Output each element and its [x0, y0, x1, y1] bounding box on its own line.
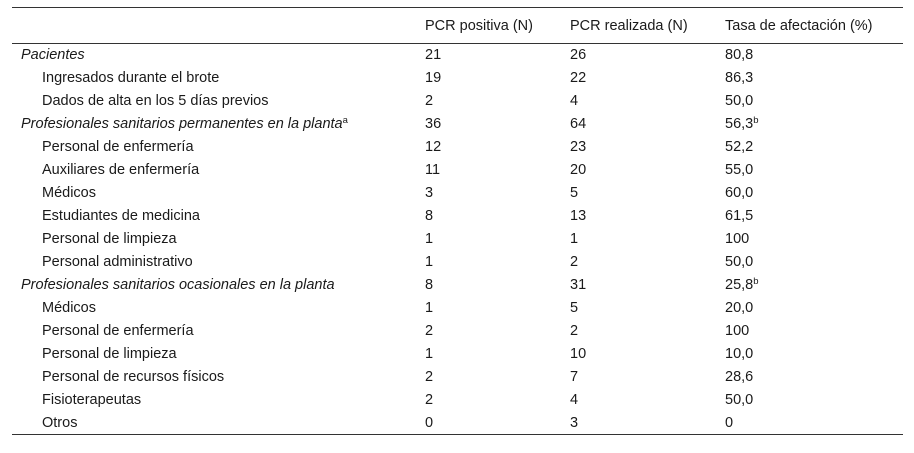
affection-rate-cell	[715, 343, 903, 366]
pcr-results-table	[12, 7, 903, 435]
subgroup-label-cell	[12, 159, 415, 182]
pcr-performed-cell-value: 2	[570, 323, 579, 339]
row-label: Personal de enfermería	[42, 139, 194, 155]
affection-rate-cell-value: 10,0	[725, 346, 754, 362]
pcr-positive-cell	[415, 412, 560, 435]
affection-rate-cell-value: 80,8	[725, 47, 754, 64]
pcr-performed-cell	[560, 412, 715, 435]
pcr-positive-cell-value: 1	[425, 300, 434, 316]
pcr-performed-cell	[560, 67, 715, 90]
table-row	[12, 320, 903, 343]
row-label: Estudiantes de medicina	[42, 208, 200, 224]
footnote-marker: a	[342, 115, 348, 126]
affection-rate-cell	[715, 412, 903, 435]
pcr-performed-cell	[560, 159, 715, 182]
affection-rate-cell-value: 60,0	[725, 185, 754, 201]
subgroup-label-cell	[12, 90, 415, 113]
group-label-cell	[12, 113, 415, 136]
pcr-positive-cell	[415, 182, 560, 205]
pcr-positive-cell-value: 36	[425, 116, 442, 132]
row-label: Profesionales sanitarios ocasionales en la planta	[21, 277, 335, 293]
pcr-positive-cell	[415, 366, 560, 389]
affection-rate-cell	[715, 320, 903, 343]
pcr-positive-cell-value: 1	[425, 231, 434, 247]
pcr-positive-cell-value: 3	[425, 185, 434, 201]
pcr-positive-cell	[415, 228, 560, 251]
pcr-performed-cell-value: 22	[570, 70, 587, 86]
pcr-performed-cell-value: 64	[570, 116, 587, 132]
table-row	[12, 67, 903, 90]
affection-rate-cell	[715, 297, 903, 320]
pcr-positive-cell-value: 11	[425, 162, 441, 178]
table-row	[12, 228, 903, 251]
pcr-positive-cell-value: 12	[425, 139, 442, 155]
affection-rate-cell	[715, 182, 903, 205]
table-body	[12, 44, 903, 435]
affection-rate-cell-value: 50,0	[725, 392, 754, 408]
table-row	[12, 90, 903, 113]
pcr-performed-cell-value: 23	[570, 139, 587, 155]
affection-rate-cell	[715, 67, 903, 90]
pcr-performed-cell	[560, 90, 715, 113]
row-label: Médicos	[42, 300, 96, 316]
table-row	[12, 44, 903, 67]
pcr-positive-cell-value: 1	[425, 346, 434, 362]
subgroup-label-cell	[12, 366, 415, 389]
table-row	[12, 297, 903, 320]
row-label: Ingresados durante el brote	[42, 70, 220, 86]
subgroup-label-cell	[12, 343, 415, 366]
row-label: Personal de recursos físicos	[42, 369, 225, 385]
pcr-positive-cell	[415, 297, 560, 320]
table-row	[12, 274, 903, 297]
subgroup-label-cell	[12, 389, 415, 412]
pcr-performed-cell-value: 26	[570, 47, 587, 64]
affection-rate-cell	[715, 205, 903, 228]
pcr-performed-cell	[560, 205, 715, 228]
subgroup-label-cell	[12, 205, 415, 228]
pcr-performed-cell-value: 5	[570, 185, 579, 201]
subgroup-label-cell	[12, 182, 415, 205]
pcr-positive-cell-value: 2	[425, 392, 434, 408]
pcr-positive-cell-value: 19	[425, 70, 442, 86]
row-label: Fisioterapeutas	[42, 392, 142, 408]
pcr-positive-cell	[415, 343, 560, 366]
row-label: Personal de limpieza	[42, 346, 177, 362]
pcr-positive-cell	[415, 113, 560, 136]
pcr-performed-cell	[560, 274, 715, 297]
pcr-positive-cell	[415, 251, 560, 274]
subgroup-label-cell	[12, 251, 415, 274]
table-row	[12, 136, 903, 159]
subgroup-label-cell	[12, 320, 415, 343]
affection-rate-cell-value: 55,0	[725, 162, 754, 178]
footnote-marker: b	[753, 115, 759, 126]
header-category	[12, 8, 415, 44]
pcr-performed-cell	[560, 389, 715, 412]
table-row	[12, 412, 903, 435]
row-label: Personal administrativo	[42, 254, 193, 270]
affection-rate-cell-value: 20,0	[725, 300, 754, 316]
pcr-positive-cell	[415, 389, 560, 412]
row-label: Profesionales sanitarios permanentes en la planta	[21, 116, 343, 132]
table-row	[12, 389, 903, 412]
pcr-positive-cell-value: 8	[425, 208, 434, 224]
affection-rate-cell-value: 61,5	[725, 208, 754, 224]
pcr-performed-cell	[560, 136, 715, 159]
pcr-positive-cell-value: 21	[425, 47, 442, 64]
table-row	[12, 366, 903, 389]
pcr-positive-cell	[415, 159, 560, 182]
pcr-performed-cell-value: 5	[570, 300, 579, 316]
affection-rate-cell	[715, 90, 903, 113]
affection-rate-cell	[715, 251, 903, 274]
pcr-performed-cell	[560, 113, 715, 136]
pcr-performed-cell	[560, 251, 715, 274]
pcr-performed-cell	[560, 228, 715, 251]
table-row	[12, 159, 903, 182]
results-table-container	[12, 7, 903, 435]
group-label-cell	[12, 274, 415, 297]
subgroup-label-cell	[12, 136, 415, 159]
pcr-performed-cell	[560, 44, 715, 67]
pcr-performed-cell-value: 7	[570, 369, 579, 385]
pcr-performed-cell-value: 31	[570, 277, 587, 293]
affection-rate-cell	[715, 366, 903, 389]
pcr-positive-cell	[415, 44, 560, 67]
pcr-performed-cell	[560, 297, 715, 320]
table-row	[12, 113, 903, 136]
footnote-marker: b	[753, 276, 759, 287]
pcr-positive-cell	[415, 274, 560, 297]
pcr-performed-cell-value: 10	[570, 346, 587, 362]
pcr-performed-cell	[560, 366, 715, 389]
affection-rate-cell-value: 100	[725, 323, 750, 339]
pcr-positive-cell	[415, 205, 560, 228]
table-row	[12, 205, 903, 228]
row-label: Otros	[42, 414, 78, 431]
pcr-positive-cell	[415, 90, 560, 113]
row-label: Dados de alta en los 5 días previos	[42, 93, 269, 109]
pcr-performed-cell-value: 3	[570, 414, 579, 431]
pcr-positive-cell	[415, 67, 560, 90]
pcr-performed-cell-value: 20	[570, 162, 587, 178]
affection-rate-cell	[715, 113, 903, 136]
pcr-performed-cell-value: 2	[570, 254, 579, 270]
pcr-positive-cell-value: 2	[425, 323, 434, 339]
affection-rate-cell-value: 86,3	[725, 70, 754, 86]
pcr-positive-cell-value: 2	[425, 93, 434, 109]
pcr-positive-cell	[415, 136, 560, 159]
row-label: Auxiliares de enfermería	[42, 162, 200, 178]
table-header-row	[12, 8, 903, 44]
pcr-positive-cell-value: 1	[425, 254, 434, 270]
pcr-performed-cell	[560, 343, 715, 366]
affection-rate-cell	[715, 44, 903, 67]
pcr-performed-cell-value: 4	[570, 392, 579, 408]
header-pcr-performed: PCR realizada (N)	[560, 8, 715, 44]
affection-rate-cell	[715, 228, 903, 251]
row-label: Personal de enfermería	[42, 323, 194, 339]
header-affection-rate: Tasa de afectación (%)	[715, 8, 903, 44]
pcr-positive-cell-value: 0	[425, 414, 434, 431]
affection-rate-cell-value: 28,6	[725, 369, 754, 385]
affection-rate-cell-value: 25,8	[725, 277, 754, 293]
affection-rate-cell-value: 100	[725, 231, 750, 247]
table-row	[12, 343, 903, 366]
pcr-performed-cell-value: 1	[570, 231, 579, 247]
pcr-positive-cell	[415, 320, 560, 343]
table-row	[12, 251, 903, 274]
pcr-positive-cell-value: 8	[425, 277, 434, 293]
pcr-positive-cell-value: 2	[425, 369, 434, 385]
pcr-performed-cell	[560, 182, 715, 205]
subgroup-label-cell	[12, 67, 415, 90]
affection-rate-cell	[715, 274, 903, 297]
row-label: Pacientes	[21, 47, 85, 64]
group-label-cell	[12, 44, 415, 67]
affection-rate-cell-value: 0	[725, 414, 734, 431]
affection-rate-cell	[715, 389, 903, 412]
affection-rate-cell	[715, 136, 903, 159]
subgroup-label-cell	[12, 228, 415, 251]
affection-rate-cell-value: 50,0	[725, 93, 754, 109]
affection-rate-cell-value: 52,2	[725, 139, 754, 155]
pcr-performed-cell-value: 4	[570, 93, 579, 109]
affection-rate-cell-value: 56,3	[725, 116, 754, 132]
row-label: Personal de limpieza	[42, 231, 177, 247]
pcr-performed-cell	[560, 320, 715, 343]
affection-rate-cell	[715, 159, 903, 182]
row-label: Médicos	[42, 185, 96, 201]
subgroup-label-cell	[12, 297, 415, 320]
header-pcr-positive: PCR positiva (N)	[415, 8, 560, 44]
table-row	[12, 182, 903, 205]
subgroup-label-cell	[12, 412, 415, 435]
affection-rate-cell-value: 50,0	[725, 254, 754, 270]
pcr-performed-cell-value: 13	[570, 208, 587, 224]
